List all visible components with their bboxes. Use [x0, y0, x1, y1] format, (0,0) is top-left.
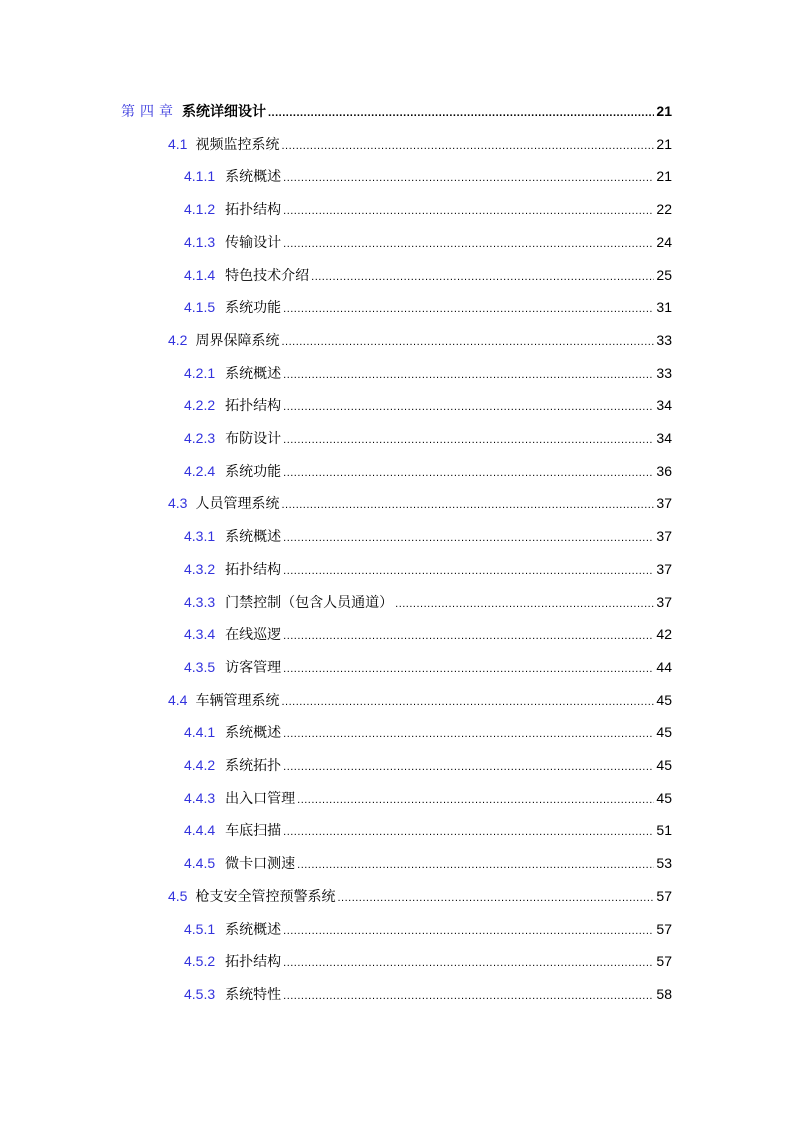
toc-subsection-entry[interactable]: [184, 559, 672, 583]
toc-number: 4.2.2: [184, 397, 216, 414]
dot-leader: [268, 107, 654, 119]
toc-number: 4.4.4: [184, 822, 216, 839]
toc-title: 拓扑结构: [225, 202, 282, 219]
toc-subsection-entry[interactable]: [184, 428, 672, 452]
toc-subsection-entry[interactable]: [184, 788, 672, 812]
toc-number: 4.3: [168, 495, 188, 512]
toc-page-number: 51: [656, 822, 672, 839]
toc-number: 4.4.3: [184, 789, 216, 806]
dot-leader: [283, 467, 654, 479]
toc-page-number: 44: [656, 658, 672, 675]
dot-leader: [395, 598, 654, 610]
toc-title: 系统功能: [225, 463, 282, 480]
toc-title: 特色技术介绍: [225, 267, 310, 284]
toc-number: 4.2.1: [184, 364, 216, 381]
toc-page-number: 45: [656, 757, 672, 773]
toc-subsection-entry[interactable]: [184, 755, 672, 779]
toc-number: 4.4.5: [184, 855, 216, 872]
toc-subsection-entry[interactable]: [184, 722, 672, 746]
toc-title: 系统概述: [225, 169, 282, 186]
toc-number: 第四章: [121, 103, 178, 119]
toc-page-number: 21: [656, 168, 672, 185]
toc-subsection-entry[interactable]: [184, 951, 672, 975]
toc-number: 4.3.3: [184, 593, 216, 610]
toc-subsection-entry[interactable]: [184, 820, 672, 844]
toc-subsection-entry[interactable]: [184, 624, 672, 648]
toc-page-number: 33: [656, 331, 672, 348]
toc-subsection-entry[interactable]: [184, 199, 672, 223]
dot-leader: [283, 172, 654, 184]
toc-title: 车底扫描: [225, 823, 282, 840]
toc-page-number: 37: [656, 495, 672, 512]
dot-leader: [283, 565, 654, 577]
toc-number: 4.4: [168, 691, 188, 708]
toc-title: 系统概述: [225, 529, 282, 546]
toc-number: 4.3.5: [184, 658, 216, 675]
toc-number: 4.1.5: [184, 299, 216, 316]
toc-page-number: 34: [656, 397, 672, 414]
dot-leader: [283, 205, 654, 217]
toc-page-number: 53: [656, 855, 672, 872]
dot-leader: [281, 696, 654, 708]
dot-leader: [281, 499, 654, 511]
dot-leader: [283, 826, 654, 838]
toc-number: 4.3.2: [184, 560, 216, 577]
toc-subsection-entry[interactable]: [184, 395, 672, 419]
toc-title: 系统特性: [225, 986, 282, 1003]
toc-subsection-entry[interactable]: [184, 166, 672, 190]
toc-section-entry[interactable]: [168, 134, 672, 158]
toc-subsection-entry[interactable]: [184, 363, 672, 387]
toc-title: 枪支安全管控预警系统: [195, 888, 336, 905]
dot-leader: [283, 630, 654, 642]
toc-title: 微卡口测速: [225, 856, 296, 873]
toc-page-number: 45: [656, 789, 672, 806]
toc-title: 车辆管理系统: [195, 692, 280, 709]
toc-page-number: 45: [656, 691, 672, 708]
toc-page-number: 58: [656, 985, 672, 1002]
toc-page-number: 45: [656, 724, 672, 741]
toc-subsection-entry[interactable]: [184, 592, 672, 616]
toc-page-number: 24: [656, 233, 672, 250]
toc-number: 4.1.2: [184, 201, 216, 218]
toc-title: 传输设计: [225, 234, 282, 251]
toc-number: 4.1.4: [184, 266, 216, 283]
toc-title: 视频监控系统: [195, 136, 280, 153]
dot-leader: [283, 303, 654, 315]
dot-leader: [283, 663, 654, 675]
toc-number: 4.3.4: [184, 626, 216, 643]
toc-number: 4.2.4: [184, 462, 216, 479]
toc-page-number: 42: [656, 626, 672, 643]
toc-page-number: 21: [656, 103, 672, 119]
toc-title: 系统拓扑: [225, 758, 282, 774]
toc-subsection-entry[interactable]: [184, 984, 672, 1008]
toc-page-number: 57: [656, 953, 672, 970]
toc-subsection-entry[interactable]: [184, 461, 672, 485]
toc-title: 拓扑结构: [225, 954, 282, 971]
toc-title: 周界保障系统: [195, 332, 280, 349]
toc-number: 4.1: [168, 135, 188, 152]
toc-subsection-entry[interactable]: [184, 657, 672, 681]
toc-number: 4.4.2: [184, 757, 216, 773]
dot-leader: [283, 990, 654, 1002]
toc-page-number: 37: [656, 528, 672, 545]
toc-title: 门禁控制（包含人员通道）: [225, 594, 394, 611]
toc-page-number: 37: [656, 593, 672, 610]
toc-title: 人员管理系统: [195, 496, 280, 513]
toc-number: 4.3.1: [184, 528, 216, 545]
toc-subsection-entry[interactable]: [184, 232, 672, 256]
toc-title: 拓扑结构: [225, 561, 282, 578]
dot-leader: [283, 434, 654, 446]
toc-number: 4.4.1: [184, 724, 216, 741]
toc-title: 系统功能: [225, 300, 282, 317]
toc-title: 拓扑结构: [225, 398, 282, 415]
toc-title: 布防设计: [225, 431, 282, 447]
dot-leader: [281, 140, 654, 152]
toc-number: 4.5.1: [184, 920, 216, 937]
toc-page-number: 21: [656, 135, 672, 152]
dot-leader: [297, 794, 654, 806]
dot-leader: [283, 925, 654, 937]
toc-subsection-entry[interactable]: [184, 919, 672, 943]
toc-number: 4.2.3: [184, 430, 216, 446]
toc-title: 在线巡逻: [225, 627, 282, 644]
dot-leader: [337, 892, 654, 904]
dot-leader: [283, 369, 654, 381]
toc-title: 系统概述: [225, 725, 282, 742]
dot-leader: [283, 761, 654, 773]
toc-section-entry[interactable]: [168, 886, 672, 910]
toc-number: 4.1.1: [184, 168, 216, 185]
toc-title: 系统详细设计: [182, 104, 266, 120]
toc-subsection-entry[interactable]: [184, 526, 672, 550]
dot-leader: [283, 532, 654, 544]
toc-section-entry[interactable]: [168, 690, 672, 714]
toc-page-number: 22: [656, 201, 672, 218]
toc-title: 访客管理: [225, 659, 282, 676]
toc-number: 4.5.3: [184, 985, 216, 1002]
toc-page-number: 33: [656, 364, 672, 381]
dot-leader: [297, 859, 654, 871]
dot-leader: [283, 401, 654, 413]
toc-number: 4.5.2: [184, 953, 216, 970]
dot-leader: [283, 728, 654, 740]
dot-leader: [283, 957, 654, 969]
toc-subsection-entry[interactable]: [184, 853, 672, 877]
toc-page-number: 57: [656, 887, 672, 904]
toc-page-number: 25: [656, 266, 672, 283]
toc-page-number: 37: [656, 560, 672, 577]
toc-number: 4.5: [168, 887, 188, 904]
toc-subsection-entry[interactable]: [184, 297, 672, 321]
dot-leader: [311, 271, 654, 283]
toc-chapter-entry[interactable]: [121, 101, 672, 125]
toc-title: 系统概述: [225, 365, 282, 382]
toc-page-number: 57: [656, 920, 672, 937]
dot-leader: [283, 238, 654, 250]
toc-page-number: 36: [656, 462, 672, 479]
toc-page-number: 31: [656, 299, 672, 316]
toc-title: 系统概述: [225, 921, 282, 938]
toc-section-entry[interactable]: [168, 493, 672, 517]
toc-number: 4.2: [168, 331, 188, 348]
toc-title: 出入口管理: [225, 790, 296, 807]
toc-section-entry[interactable]: [168, 330, 672, 354]
toc-number: 4.1.3: [184, 233, 216, 250]
toc-page-number: 34: [656, 430, 672, 446]
dot-leader: [281, 336, 654, 348]
toc-subsection-entry[interactable]: [184, 265, 672, 289]
